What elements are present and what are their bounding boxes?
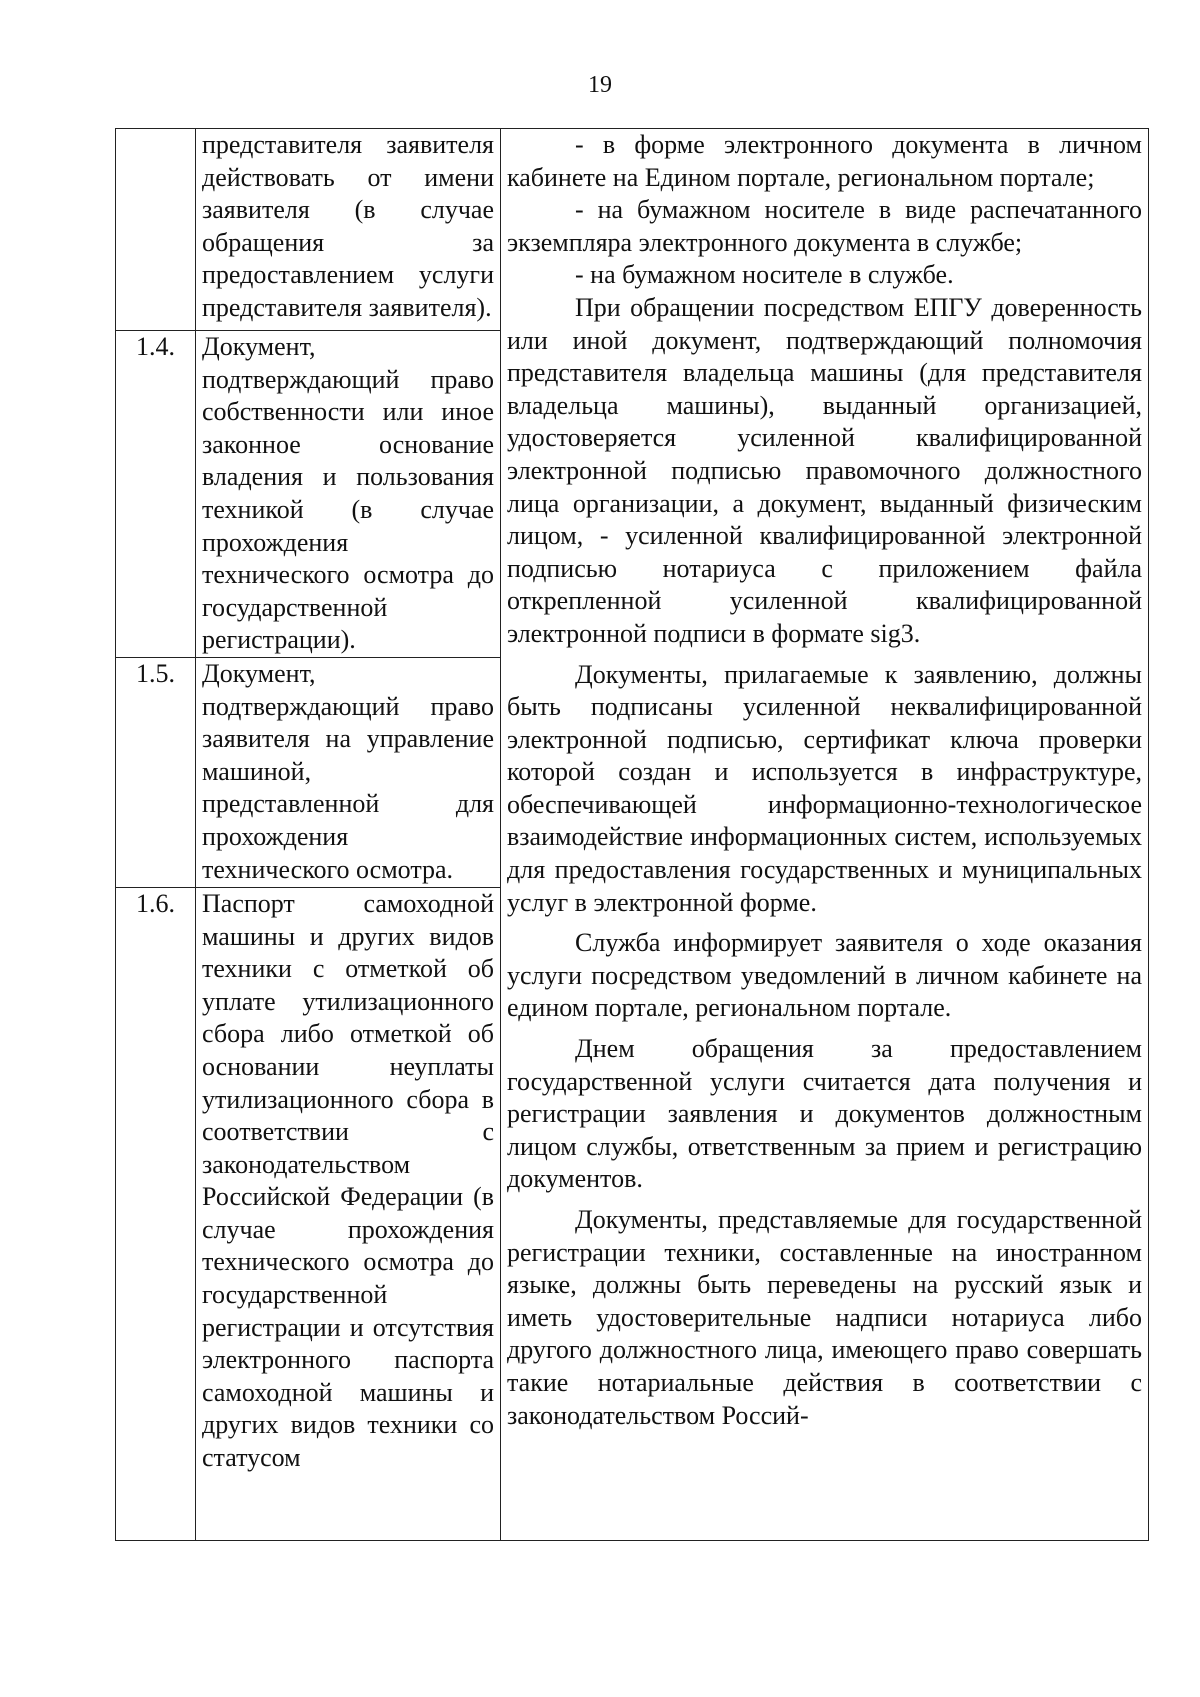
info-paragraph: - в форме электронного документа в личном кабинете на Едином портале, региональном портале; — [507, 130, 1142, 192]
info-paragraph: Служба информирует заявителя о ходе оказания услуги посредством уведомлений в личном кабинете на едином портале, региональном портале. — [507, 928, 1142, 1023]
info-paragraph: Днем обращения за предоставлением государственной услуги считается дата получения и регистрации заявления и документов должностным лицом службы, ответственным за прием и регистрацию документов. — [507, 1034, 1142, 1194]
info-paragraph: Документы, представляемые для государственной регистрации техники, составленные на иностранном языке, должны быть переведены на русский язык и иметь удостоверительные надписи нотариуса либо другого должностного лица, имеющего право совершать такие нотариальные действия в соответствии с законодательством Россий- — [507, 1205, 1142, 1430]
info-paragraph: Документы, прилагаемые к заявлению, должны быть подписаны усиленной неквалифицированной электронной подписью, сертификат ключа проверки которой создан и используется в инфраструктуре, обеспечивающей информационно-технологическое взаимодействие информационных систем, используемых для предоставления государственных и муниципальных услуг в электронной форме. — [507, 659, 1142, 917]
document-description: Документ, подтверждающий право заявителя на управление машиной, представленной для прохождения технического осмотра. — [196, 657, 501, 887]
submission-info-cell — [501, 129, 1149, 1541]
document-description: представителя заявителя действовать от имени заявителя (в случае обращения за предоставлением услуги представителя заявителя). — [196, 129, 501, 331]
info-paragraph: - на бумажном носителе в службе. — [575, 260, 954, 290]
document-description: Документ, подтверждающий право собственности или иное законное основание владения и пользования техникой (в случае прохождения технического осмотра до государственной регистрации). — [196, 331, 501, 658]
row-number — [116, 129, 196, 331]
row-number: 1.5. — [116, 657, 196, 887]
info-paragraph: - на бумажном носителе в виде распечатанного экземпляра электронного документа в службе; — [507, 195, 1142, 257]
info-paragraph: При обращении посредством ЕПГУ доверенность или иной документ, подтверждающий полномочия представителя владельца машины (для представителя владельца машины), выданный организацией, удостоверяется усиленной квалифицированной электронной подписью правомочного должностного лица организации, а документ, выданный физическим лицом, - усиленной квалифицированной электронной подписью нотариуса с приложением файла открепленной усиленной квалифицированной электронной подписи в формате sig3. — [507, 292, 1142, 648]
document-description: Паспорт самоходной машины и других видов техники с отметкой об уплате утилизационного сбора либо отметкой об основании неуплаты утилизационного сбора в соответствии с законодательством Российской Федерации (в случае прохождения технического осмотра до государственной регистрации и отсутствия электронного паспорта самоходной машины и других видов техники со статусом — [196, 887, 501, 1540]
row-number: 1.4. — [116, 331, 196, 658]
requirements-table — [115, 128, 1149, 1541]
table-row — [116, 129, 1149, 331]
page-number: 19 — [588, 72, 612, 98]
row-number: 1.6. — [116, 887, 196, 1540]
